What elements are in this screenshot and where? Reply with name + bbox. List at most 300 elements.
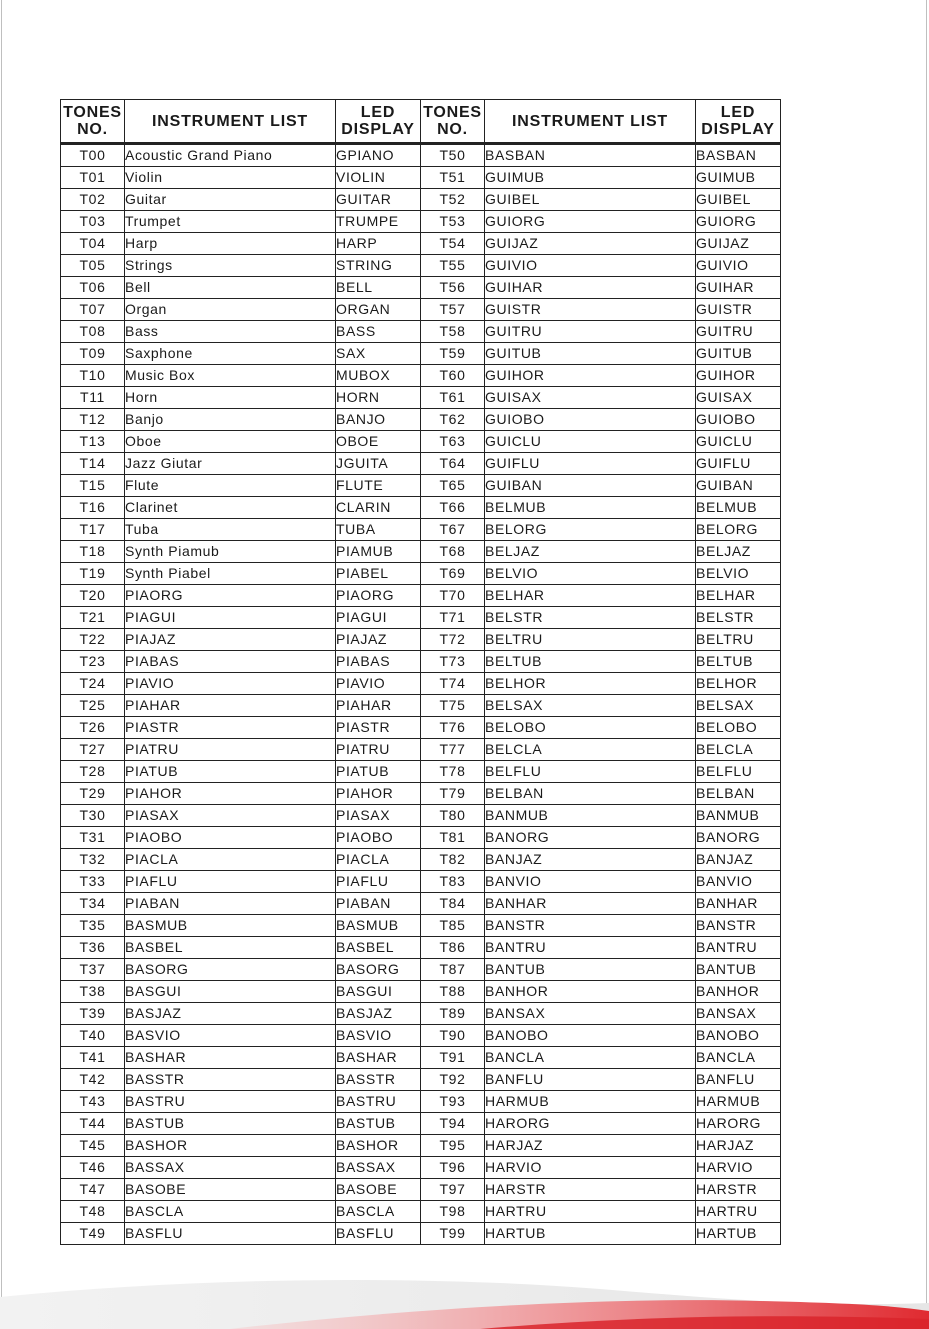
table-row <box>61 629 781 651</box>
table-row <box>61 607 781 629</box>
tone-number-cell: T34 <box>61 893 125 915</box>
tone-number-cell: T86 <box>421 937 485 959</box>
table-row <box>61 541 781 563</box>
table-row <box>61 475 781 497</box>
table-row <box>61 1069 781 1091</box>
table-row <box>61 233 781 255</box>
led-display-cell: BANJAZ <box>696 849 781 871</box>
tone-number-cell: T79 <box>421 783 485 805</box>
instrument-name-cell: BASMUB <box>125 915 336 937</box>
tone-number-cell: T65 <box>421 475 485 497</box>
instrument-name-cell: BELCLA <box>485 739 696 761</box>
led-display-cell: GUITAR <box>336 189 421 211</box>
led-display-cell: PIAMUB <box>336 541 421 563</box>
tone-number-cell: T89 <box>421 1003 485 1025</box>
tones-no-header-left: TONES NO. <box>61 100 125 144</box>
led-display-cell: GUIHAR <box>696 277 781 299</box>
tone-number-cell: T78 <box>421 761 485 783</box>
led-display-cell: BASMUB <box>336 915 421 937</box>
led-display-cell: TUBA <box>336 519 421 541</box>
instrument-name-cell: Acoustic Grand Piano <box>125 144 336 167</box>
table-row <box>61 761 781 783</box>
led-display-cell: BANHOR <box>696 981 781 1003</box>
tone-number-cell: T76 <box>421 717 485 739</box>
led-display-cell: STRING <box>336 255 421 277</box>
instrument-name-cell: BELBAN <box>485 783 696 805</box>
tone-number-cell: T61 <box>421 387 485 409</box>
instrument-name-cell: Synth Piamub <box>125 541 336 563</box>
tone-number-cell: T71 <box>421 607 485 629</box>
led-display-cell: PIATUB <box>336 761 421 783</box>
tone-number-cell: T20 <box>61 585 125 607</box>
tone-number-cell: T27 <box>61 739 125 761</box>
tone-number-cell: T82 <box>421 849 485 871</box>
led-display-header-left: LED DISPLAY <box>336 100 421 144</box>
instrument-name-cell: PIAGUI <box>125 607 336 629</box>
table-row <box>61 959 781 981</box>
led-display-cell: BANHAR <box>696 893 781 915</box>
instrument-name-cell: BANSTR <box>485 915 696 937</box>
led-display-cell: BELTRU <box>696 629 781 651</box>
instrument-name-cell: BANOBO <box>485 1025 696 1047</box>
led-display-cell: GUIBAN <box>696 475 781 497</box>
instrument-name-cell: PIAORG <box>125 585 336 607</box>
instrument-name-cell: BELHAR <box>485 585 696 607</box>
led-display-cell: PIASTR <box>336 717 421 739</box>
instrument-name-cell: BASOBE <box>125 1179 336 1201</box>
tone-number-cell: T41 <box>61 1047 125 1069</box>
tone-number-cell: T46 <box>61 1157 125 1179</box>
led-display-cell: PIAHOR <box>336 783 421 805</box>
table-row <box>61 343 781 365</box>
tone-number-cell: T24 <box>61 673 125 695</box>
tone-number-cell: T30 <box>61 805 125 827</box>
led-display-cell: OBOE <box>336 431 421 453</box>
instrument-name-cell: PIATRU <box>125 739 336 761</box>
led-display-cell: BASS <box>336 321 421 343</box>
instrument-name-cell: Clarinet <box>125 497 336 519</box>
instrument-name-cell: Flute <box>125 475 336 497</box>
tone-number-cell: T57 <box>421 299 485 321</box>
table-row <box>61 981 781 1003</box>
instrument-name-cell: PIASTR <box>125 717 336 739</box>
table-row <box>61 519 781 541</box>
tone-number-cell: T32 <box>61 849 125 871</box>
led-display-cell: BASSTR <box>336 1069 421 1091</box>
tone-number-cell: T85 <box>421 915 485 937</box>
instrument-name-cell: HARTRU <box>485 1201 696 1223</box>
instrument-name-cell: BASGUI <box>125 981 336 1003</box>
table-row <box>61 144 781 167</box>
led-display-cell: PIAJAZ <box>336 629 421 651</box>
instrument-name-cell: PIAOBO <box>125 827 336 849</box>
tone-number-cell: T91 <box>421 1047 485 1069</box>
led-display-cell: GUIHOR <box>696 365 781 387</box>
tone-number-cell: T75 <box>421 695 485 717</box>
led-display-cell: GUIVIO <box>696 255 781 277</box>
led-display-cell: GUIMUB <box>696 167 781 189</box>
instrument-name-cell: Violin <box>125 167 336 189</box>
table-row <box>61 673 781 695</box>
instrument-name-cell: HARMUB <box>485 1091 696 1113</box>
tone-number-cell: T68 <box>421 541 485 563</box>
table-row <box>61 431 781 453</box>
instrument-name-cell: GUIFLU <box>485 453 696 475</box>
table-row <box>61 1047 781 1069</box>
tone-number-cell: T81 <box>421 827 485 849</box>
instrument-name-cell: Bell <box>125 277 336 299</box>
led-display-cell: BASOBE <box>336 1179 421 1201</box>
led-display-cell: BANOBO <box>696 1025 781 1047</box>
led-display-cell: BANCLA <box>696 1047 781 1069</box>
table-row <box>61 1113 781 1135</box>
tone-number-cell: T69 <box>421 563 485 585</box>
tone-number-cell: T14 <box>61 453 125 475</box>
tone-number-cell: T43 <box>61 1091 125 1113</box>
tone-number-cell: T60 <box>421 365 485 387</box>
instrument-name-cell: HARVIO <box>485 1157 696 1179</box>
instrument-name-cell: GUIVIO <box>485 255 696 277</box>
led-display-cell: BANSTR <box>696 915 781 937</box>
instrument-name-cell: Tuba <box>125 519 336 541</box>
instrument-name-cell: Harp <box>125 233 336 255</box>
instrument-name-cell: PIABAS <box>125 651 336 673</box>
instrument-name-cell: PIAHOR <box>125 783 336 805</box>
led-display-cell: GUITRU <box>696 321 781 343</box>
instrument-name-cell: Saxphone <box>125 343 336 365</box>
led-display-cell: BELOBO <box>696 717 781 739</box>
led-display-cell: GPIANO <box>336 144 421 167</box>
instrument-name-cell: Oboe <box>125 431 336 453</box>
tone-number-cell: T17 <box>61 519 125 541</box>
tone-number-cell: T03 <box>61 211 125 233</box>
instrument-name-cell: BELTUB <box>485 651 696 673</box>
instrument-name-cell: BASJAZ <box>125 1003 336 1025</box>
table-row <box>61 453 781 475</box>
instrument-name-cell: BANMUB <box>485 805 696 827</box>
tone-number-cell: T80 <box>421 805 485 827</box>
tone-number-cell: T67 <box>421 519 485 541</box>
table-row <box>61 497 781 519</box>
tone-number-cell: T50 <box>421 144 485 167</box>
led-display-cell: BASVIO <box>336 1025 421 1047</box>
table-row <box>61 783 781 805</box>
tone-number-cell: T64 <box>421 453 485 475</box>
instrument-name-cell: BELFLU <box>485 761 696 783</box>
instrument-name-cell: GUIBAN <box>485 475 696 497</box>
led-display-cell: PIABEL <box>336 563 421 585</box>
tones-table <box>60 99 781 1245</box>
led-display-cell: GUISAX <box>696 387 781 409</box>
table-row <box>61 1091 781 1113</box>
table-row <box>61 1157 781 1179</box>
instrument-name-cell: GUIJAZ <box>485 233 696 255</box>
instrument-name-cell: PIACLA <box>125 849 336 871</box>
tone-number-cell: T52 <box>421 189 485 211</box>
led-display-cell: BASCLA <box>336 1201 421 1223</box>
table-header-row <box>61 100 781 144</box>
tone-number-cell: T12 <box>61 409 125 431</box>
led-display-cell: BASTUB <box>336 1113 421 1135</box>
instrument-name-cell: BELHOR <box>485 673 696 695</box>
tone-number-cell: T35 <box>61 915 125 937</box>
led-display-cell: HARORG <box>696 1113 781 1135</box>
instrument-name-cell: GUISAX <box>485 387 696 409</box>
led-display-cell: HARTUB <box>696 1223 781 1245</box>
instrument-name-cell: Synth Piabel <box>125 563 336 585</box>
instrument-name-cell: BASORG <box>125 959 336 981</box>
led-display-cell: BASJAZ <box>336 1003 421 1025</box>
tone-number-cell: T16 <box>61 497 125 519</box>
table-row <box>61 695 781 717</box>
instrument-name-cell: Music Box <box>125 365 336 387</box>
instrument-name-cell: HARSTR <box>485 1179 696 1201</box>
tone-number-cell: T21 <box>61 607 125 629</box>
table-row <box>61 827 781 849</box>
instrument-list-header-right: INSTRUMENT LIST <box>485 100 696 144</box>
instrument-name-cell: Guitar <box>125 189 336 211</box>
led-display-cell: GUIOBO <box>696 409 781 431</box>
led-display-cell: PIAOBO <box>336 827 421 849</box>
instrument-name-cell: BASHOR <box>125 1135 336 1157</box>
table-row <box>61 915 781 937</box>
instrument-name-cell: HARTUB <box>485 1223 696 1245</box>
instrument-name-cell: BASBEL <box>125 937 336 959</box>
tone-number-cell: T00 <box>61 144 125 167</box>
tone-number-cell: T93 <box>421 1091 485 1113</box>
instrument-name-cell: Horn <box>125 387 336 409</box>
tone-number-cell: T83 <box>421 871 485 893</box>
tone-number-cell: T28 <box>61 761 125 783</box>
table-row <box>61 893 781 915</box>
table-row <box>61 1025 781 1047</box>
led-display-cell: SAX <box>336 343 421 365</box>
tone-number-cell: T09 <box>61 343 125 365</box>
instrument-name-cell: BASTRU <box>125 1091 336 1113</box>
tone-number-cell: T29 <box>61 783 125 805</box>
led-display-cell: HARMUB <box>696 1091 781 1113</box>
tone-number-cell: T25 <box>61 695 125 717</box>
table-row <box>61 739 781 761</box>
tone-number-cell: T72 <box>421 629 485 651</box>
instrument-name-cell: BELORG <box>485 519 696 541</box>
led-display-cell: BANTRU <box>696 937 781 959</box>
instrument-name-cell: PIASAX <box>125 805 336 827</box>
instrument-name-cell: BELJAZ <box>485 541 696 563</box>
led-display-cell: HORN <box>336 387 421 409</box>
table-row <box>61 563 781 585</box>
instrument-name-cell: BANHOR <box>485 981 696 1003</box>
led-display-cell: BANMUB <box>696 805 781 827</box>
led-display-cell: JGUITA <box>336 453 421 475</box>
led-display-cell: BELJAZ <box>696 541 781 563</box>
table-row <box>61 1003 781 1025</box>
led-display-cell: BELHOR <box>696 673 781 695</box>
tone-number-cell: T36 <box>61 937 125 959</box>
tone-number-cell: T23 <box>61 651 125 673</box>
instrument-name-cell: GUIORG <box>485 211 696 233</box>
table-row <box>61 937 781 959</box>
led-display-cell: BANSAX <box>696 1003 781 1025</box>
led-display-cell: MUBOX <box>336 365 421 387</box>
led-display-cell: BANORG <box>696 827 781 849</box>
led-display-cell: BELMUB <box>696 497 781 519</box>
instrument-name-cell: PIATUB <box>125 761 336 783</box>
table-row <box>61 1135 781 1157</box>
instrument-name-cell: HARJAZ <box>485 1135 696 1157</box>
led-display-cell: ORGAN <box>336 299 421 321</box>
instrument-name-cell: Bass <box>125 321 336 343</box>
instrument-name-cell: BELVIO <box>485 563 696 585</box>
tone-number-cell: T97 <box>421 1179 485 1201</box>
led-display-cell: GUITUB <box>696 343 781 365</box>
instrument-name-cell: GUITRU <box>485 321 696 343</box>
led-display-cell: BASFLU <box>336 1223 421 1245</box>
led-display-cell: BELVIO <box>696 563 781 585</box>
instrument-name-cell: GUISTR <box>485 299 696 321</box>
tone-number-cell: T11 <box>61 387 125 409</box>
instrument-name-cell: BASSTR <box>125 1069 336 1091</box>
table-row <box>61 277 781 299</box>
led-display-cell: PIAFLU <box>336 871 421 893</box>
instrument-name-cell: PIAJAZ <box>125 629 336 651</box>
led-display-cell: BELORG <box>696 519 781 541</box>
instrument-name-cell: Jazz Giutar <box>125 453 336 475</box>
instrument-name-cell: BELOBO <box>485 717 696 739</box>
led-display-cell: VIOLIN <box>336 167 421 189</box>
led-display-cell: BANJO <box>336 409 421 431</box>
instrument-name-cell: BANTRU <box>485 937 696 959</box>
table-row <box>61 255 781 277</box>
tone-number-cell: T51 <box>421 167 485 189</box>
led-display-cell: FLUTE <box>336 475 421 497</box>
tone-number-cell: T92 <box>421 1069 485 1091</box>
table-row <box>61 167 781 189</box>
instrument-name-cell: BASCLA <box>125 1201 336 1223</box>
table-body <box>61 144 781 1245</box>
tones-no-header-right: TONES NO. <box>421 100 485 144</box>
tone-number-cell: T77 <box>421 739 485 761</box>
tone-number-cell: T95 <box>421 1135 485 1157</box>
led-display-cell: GUIBEL <box>696 189 781 211</box>
instrument-name-cell: BANTUB <box>485 959 696 981</box>
tone-number-cell: T49 <box>61 1223 125 1245</box>
instrument-name-cell: BANSAX <box>485 1003 696 1025</box>
led-display-cell: PIATRU <box>336 739 421 761</box>
instrument-name-cell: BANCLA <box>485 1047 696 1069</box>
led-display-cell: TRUMPE <box>336 211 421 233</box>
led-display-cell: BELL <box>336 277 421 299</box>
tone-number-cell: T96 <box>421 1157 485 1179</box>
instrument-name-cell: HARORG <box>485 1113 696 1135</box>
tone-number-cell: T40 <box>61 1025 125 1047</box>
tone-number-cell: T33 <box>61 871 125 893</box>
led-display-cell: BASGUI <box>336 981 421 1003</box>
instrument-name-cell: BELTRU <box>485 629 696 651</box>
led-display-cell: HARP <box>336 233 421 255</box>
tone-number-cell: T94 <box>421 1113 485 1135</box>
led-display-cell: PIAGUI <box>336 607 421 629</box>
led-display-cell: BASHOR <box>336 1135 421 1157</box>
led-display-cell: BASHAR <box>336 1047 421 1069</box>
tone-number-cell: T55 <box>421 255 485 277</box>
table-row <box>61 299 781 321</box>
tone-number-cell: T47 <box>61 1179 125 1201</box>
led-display-cell: BELSTR <box>696 607 781 629</box>
instrument-name-cell: BASHAR <box>125 1047 336 1069</box>
instrument-name-cell: PIAHAR <box>125 695 336 717</box>
tone-number-cell: T26 <box>61 717 125 739</box>
led-display-cell: PIAHAR <box>336 695 421 717</box>
led-display-cell: HARVIO <box>696 1157 781 1179</box>
instrument-name-cell: BASSAX <box>125 1157 336 1179</box>
led-display-cell: BASORG <box>336 959 421 981</box>
led-display-cell: GUICLU <box>696 431 781 453</box>
instrument-name-cell: BELMUB <box>485 497 696 519</box>
instrument-name-cell: Organ <box>125 299 336 321</box>
instrument-name-cell: GUICLU <box>485 431 696 453</box>
instrument-name-cell: GUIHAR <box>485 277 696 299</box>
led-display-cell: BELBAN <box>696 783 781 805</box>
tone-number-cell: T06 <box>61 277 125 299</box>
led-display-cell: PIAVIO <box>336 673 421 695</box>
instrument-name-cell: BELSTR <box>485 607 696 629</box>
tone-number-cell: T63 <box>421 431 485 453</box>
instrument-name-cell: Strings <box>125 255 336 277</box>
tone-number-cell: T44 <box>61 1113 125 1135</box>
led-display-cell: BELFLU <box>696 761 781 783</box>
led-display-header-right: LED DISPLAY <box>696 100 781 144</box>
tone-number-cell: T22 <box>61 629 125 651</box>
instrument-name-cell: BANVIO <box>485 871 696 893</box>
instrument-name-cell: PIAVIO <box>125 673 336 695</box>
table-row <box>61 321 781 343</box>
led-display-cell: PIASAX <box>336 805 421 827</box>
led-display-cell: HARTRU <box>696 1201 781 1223</box>
led-display-cell: BANFLU <box>696 1069 781 1091</box>
tone-number-cell: T02 <box>61 189 125 211</box>
led-display-cell: BELHAR <box>696 585 781 607</box>
led-display-cell: BASSAX <box>336 1157 421 1179</box>
tone-number-cell: T08 <box>61 321 125 343</box>
table-row <box>61 849 781 871</box>
led-display-cell: PIAORG <box>336 585 421 607</box>
instrument-name-cell: GUIBEL <box>485 189 696 211</box>
led-display-cell: BELCLA <box>696 739 781 761</box>
tone-number-cell: T38 <box>61 981 125 1003</box>
led-display-cell: BANTUB <box>696 959 781 981</box>
table-row <box>61 651 781 673</box>
tone-number-cell: T53 <box>421 211 485 233</box>
led-display-cell: BASBEL <box>336 937 421 959</box>
instrument-name-cell: BANORG <box>485 827 696 849</box>
table-row <box>61 409 781 431</box>
tone-number-cell: T59 <box>421 343 485 365</box>
tone-number-cell: T87 <box>421 959 485 981</box>
table-row <box>61 1179 781 1201</box>
tone-number-cell: T37 <box>61 959 125 981</box>
tone-number-cell: T39 <box>61 1003 125 1025</box>
tone-number-cell: T45 <box>61 1135 125 1157</box>
table-row <box>61 717 781 739</box>
table-row <box>61 1201 781 1223</box>
led-display-cell: HARJAZ <box>696 1135 781 1157</box>
led-display-cell: CLARIN <box>336 497 421 519</box>
tone-number-cell: T15 <box>61 475 125 497</box>
led-display-cell: GUIJAZ <box>696 233 781 255</box>
tone-number-cell: T88 <box>421 981 485 1003</box>
table-row <box>61 211 781 233</box>
